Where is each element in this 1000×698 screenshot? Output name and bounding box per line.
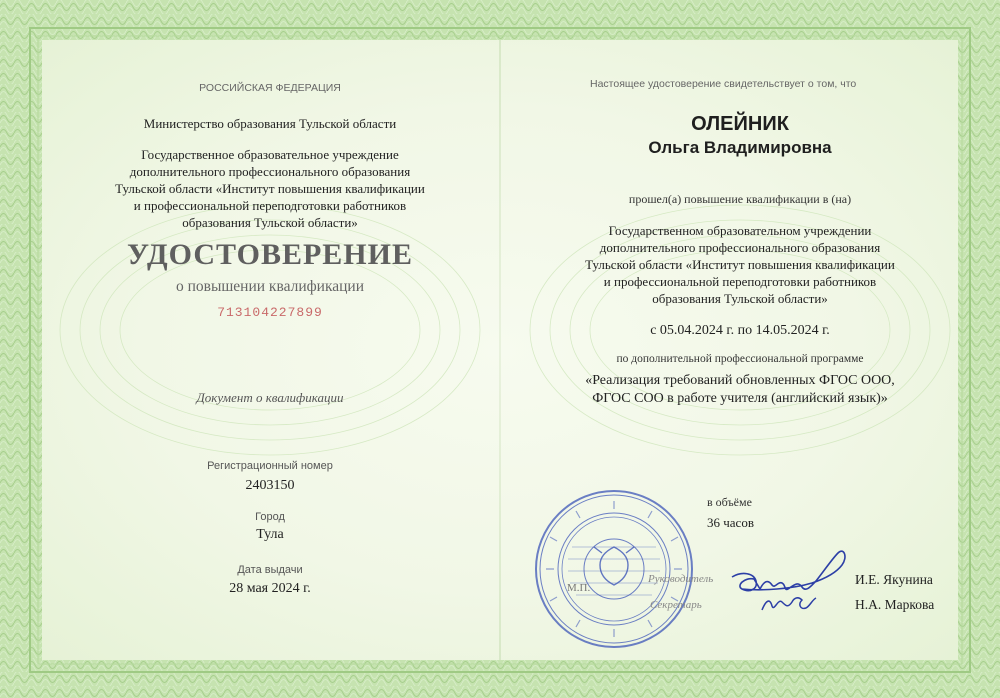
training-period: с 05.04.2024 г. по 14.05.2024 г. (650, 323, 830, 338)
official-stamp (532, 487, 696, 651)
registration-number: 2403150 (245, 478, 295, 493)
country-label: РОССИЙСКАЯ ФЕДЕРАЦИЯ (199, 82, 341, 94)
secretary-name: Н.А. Маркова (855, 597, 935, 612)
program-name-line-2: ФГОС СОО в работе учителя (английский язык)» (592, 391, 888, 406)
recipient-surname: ОЛЕЙНИК (691, 113, 789, 135)
serial-number: 713104227899 (217, 305, 323, 320)
issuer-institution-line-1: Государственное образовательное учреждение (141, 147, 399, 162)
issue-date: 28 мая 2024 г. (229, 581, 311, 596)
issuer-institution-line-2: дополнительного профессионального образования (129, 164, 411, 179)
program-name-line-1: «Реализация требований обновленных ФГОС ООО, (585, 373, 895, 388)
program-label: по дополнительной профессиональной программе (616, 353, 864, 365)
stamp-place-label: М.П. (567, 582, 591, 594)
document-title: УДОСТОВЕРЕНИЕ (127, 238, 413, 271)
training-institution-line-4: и профессиональной переподготовки работников (603, 274, 877, 289)
center-fold (499, 40, 501, 660)
ministry-label: Министерство образования Тульской области (143, 116, 397, 131)
head-name: И.Е. Якунина (855, 572, 933, 587)
issuer-institution-line-3: Тульской области «Институт повышения квалификации (115, 181, 425, 196)
training-institution-line-1: Государственном образовательном учреждении (608, 223, 872, 238)
document-type: Документ о квалификации (196, 390, 344, 405)
passed-text: прошел(а) повышение квалификации в (на) (628, 192, 852, 206)
training-institution-line-3: Тульской области «Институт повышения квалификации (585, 257, 895, 272)
document-subtitle: о повышении квалификации (175, 278, 365, 295)
head-signature-label: Руководитель (648, 573, 714, 585)
training-institution-line-5: образования Тульской области» (652, 291, 828, 306)
volume-label: в объёме (707, 495, 752, 509)
city-label: Город (255, 511, 285, 523)
secretary-signature-label: Секретарь (650, 599, 702, 611)
issuer-institution-line-4: и профессиональной переподготовки работников (133, 198, 407, 213)
city: Тула (256, 527, 284, 542)
issue-date-label: Дата выдачи (237, 564, 303, 576)
intro-text: Настоящее удостоверение свидетельствует о том, что (590, 78, 857, 90)
issuer-institution-line-5: образования Тульской области» (182, 215, 358, 230)
volume-hours: 36 часов (707, 515, 754, 530)
registration-number-label: Регистрационный номер (207, 460, 333, 472)
recipient-given-names: Ольга Владимировна (648, 138, 832, 157)
training-institution-line-2: дополнительного профессионального образования (599, 240, 881, 255)
